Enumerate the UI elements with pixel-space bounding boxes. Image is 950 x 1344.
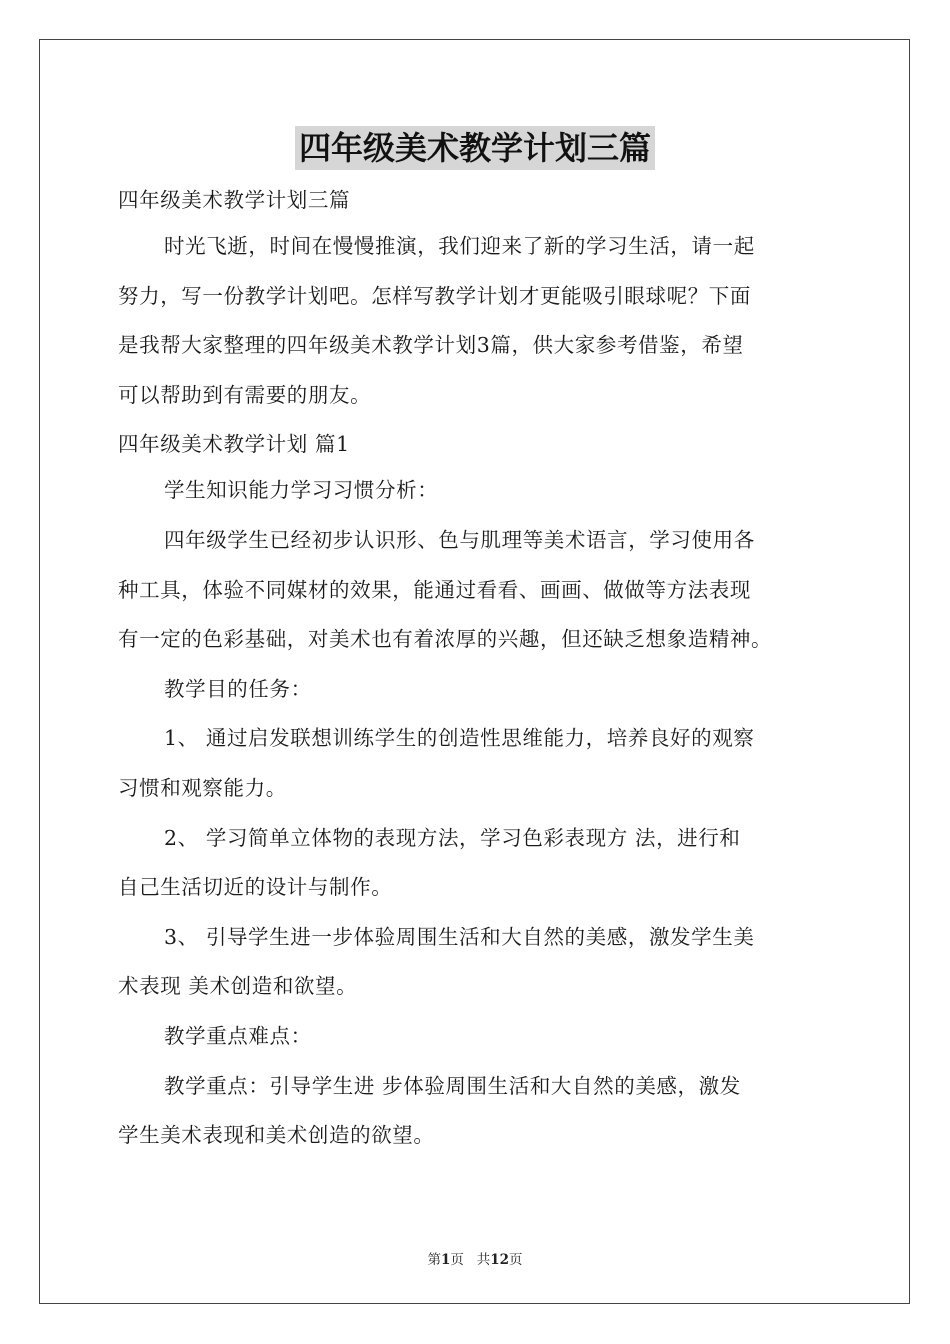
document-title: 四年级美术教学计划三篇 [295, 126, 655, 170]
paragraph-line: 有一定的色彩基础，对美术也有着浓厚的兴趣，但还缺乏想象造精神。 [118, 627, 773, 652]
list-item: 2、 学习简单立体物的表现方法，学习色彩表现方 法，进行和 [164, 825, 741, 850]
total-prefix: 共 [476, 1252, 491, 1268]
paragraph-line: 是我帮大家整理的四年级美术教学计划3篇，供大家参考借鉴，希望 [118, 333, 744, 358]
list-item: 3、 引导学生进一步体验周围生活和大自然的美感，激发学生美 [164, 924, 755, 949]
list-item-continuation: 自己生活切近的设计与制作。 [118, 875, 393, 900]
title-container [0, 126, 950, 170]
page-footer [0, 1248, 950, 1268]
total-pages: 12 [490, 1252, 510, 1268]
page-prefix: 第 [427, 1252, 441, 1268]
paragraph-line: 教学重点：引导学生进 步体验周围生活和大自然的美感，激发 [164, 1073, 741, 1098]
paragraph-line: 四年级学生已经初步认识形、色与肌理等美术语言，学习使用各 [164, 527, 755, 552]
total-suffix: 页 [509, 1252, 523, 1268]
list-item: 1、 通过启发联想训练学生的创造性思维能力，培养良好的观察 [164, 726, 755, 751]
page-suffix: 页 [450, 1252, 464, 1268]
list-item-continuation: 术表现 美术创造和欲望。 [118, 974, 358, 999]
section-heading: 四年级美术教学计划 篇1 [118, 432, 350, 457]
paragraph-line: 可以帮助到有需要的朋友。 [118, 382, 372, 407]
paragraph-line: 教学重点难点： [164, 1023, 312, 1048]
paragraph-line: 时光飞逝，时间在慢慢推演，我们迎来了新的学习生活，请一起 [164, 234, 755, 258]
list-item-continuation: 习惯和观察能力。 [118, 775, 287, 800]
paragraph-line: 种工具，体验不同媒材的效果，能通过看看、画画、做做等方法表现 [118, 577, 751, 602]
paragraph-line: 学生知识能力学习习惯分析： [164, 478, 439, 503]
paragraph-line: 教学目的任务： [164, 676, 312, 701]
subtitle-line: 四年级美术教学计划三篇 [118, 188, 351, 212]
paragraph-line: 努力，写一份教学计划吧。怎样写教学计划才更能吸引眼球呢？下面 [118, 283, 751, 308]
document-body [118, 180, 834, 1165]
page-number: 1 [440, 1252, 451, 1268]
paragraph-line: 学生美术表现和美术创造的欲望。 [118, 1123, 435, 1148]
